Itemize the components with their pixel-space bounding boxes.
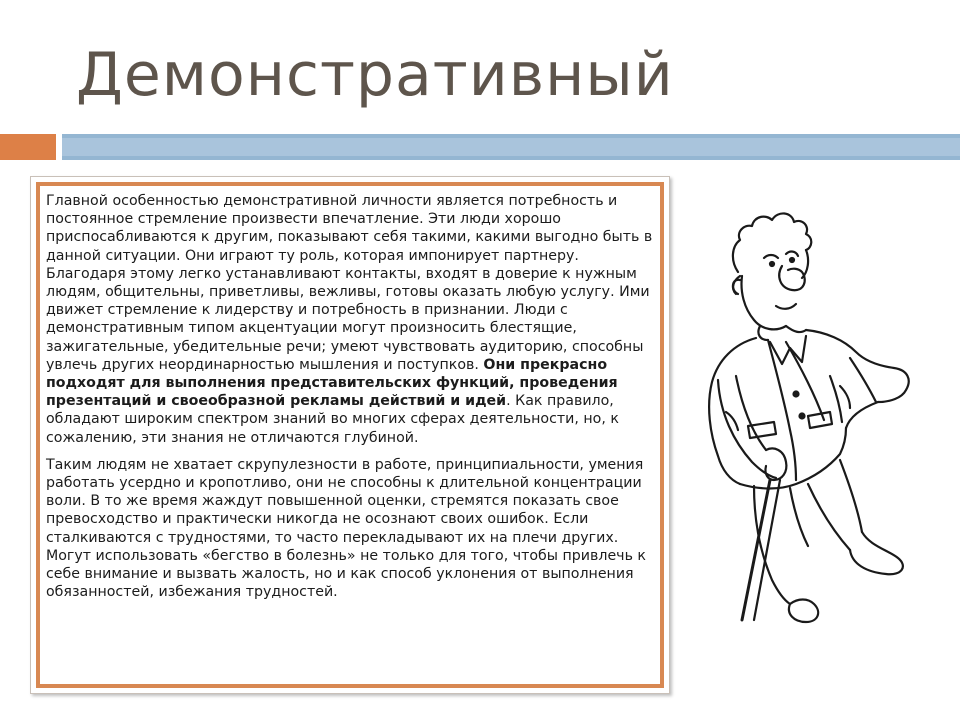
description-text — [46, 192, 657, 683]
accent-bar-blue — [62, 134, 960, 160]
accent-bar-orange — [0, 134, 56, 160]
slide-title: Демонстративный — [76, 40, 674, 110]
paragraph-1-bold: Они прекрасно подходят для выполнения представительских функций, проведения презентаций и своеобразной рекламы действий и идей — [46, 356, 618, 410]
paragraph-1-start: Главной особенностью демонстративной личности является потребность и постоянное стремление произвести впечатление. Эти люди хорошо приспосабливаются к другим, показывают себя такими, какими выгодно быть в данной ситуации. Они играют ту роль, которая импонирует партнеру. Благодаря этому легко устанавливают контакты, входят в доверие к нужным людям, общительны, приветливы, вежливы, готовы оказать любую услугу. Ими движет стремление к лидерству и потребность в признании. Люди с демонстративным типом акцентуации могут произносить блестящие, зажигательные, убедительные речи; умеют чувствовать аудиторию, способны увлечь других неординарностью мышления и поступков. — [46, 193, 653, 373]
paragraph-1 — [46, 192, 657, 447]
leaning-man-with-cane-icon — [690, 180, 940, 630]
description-box — [30, 176, 670, 694]
paragraph-1-end: . Как правило, обладают широким спектром знаний во многих сферах деятельности, но, к сожалению, эти знания не отличаются глубиной. — [46, 393, 619, 446]
paragraph-2: Таким людям не хватает скрупулезности в работе, принципиальности, умения работать усердно и кропотливо, они не способны к длительной концентрации воли. В то же время жаждут повышенной оценки, стремятся показать свое превосходство и практически никогда не осознают своих ошибок. Если сталкиваются с трудностями, то часто перекладывают их на плечи других. Могут использовать «бегство в болезнь» не только для того, чтобы привлечь к себе внимание и вызвать жалость, но и как способ уклонения от выполнения обязанностей, избежания трудностей. — [46, 456, 647, 601]
